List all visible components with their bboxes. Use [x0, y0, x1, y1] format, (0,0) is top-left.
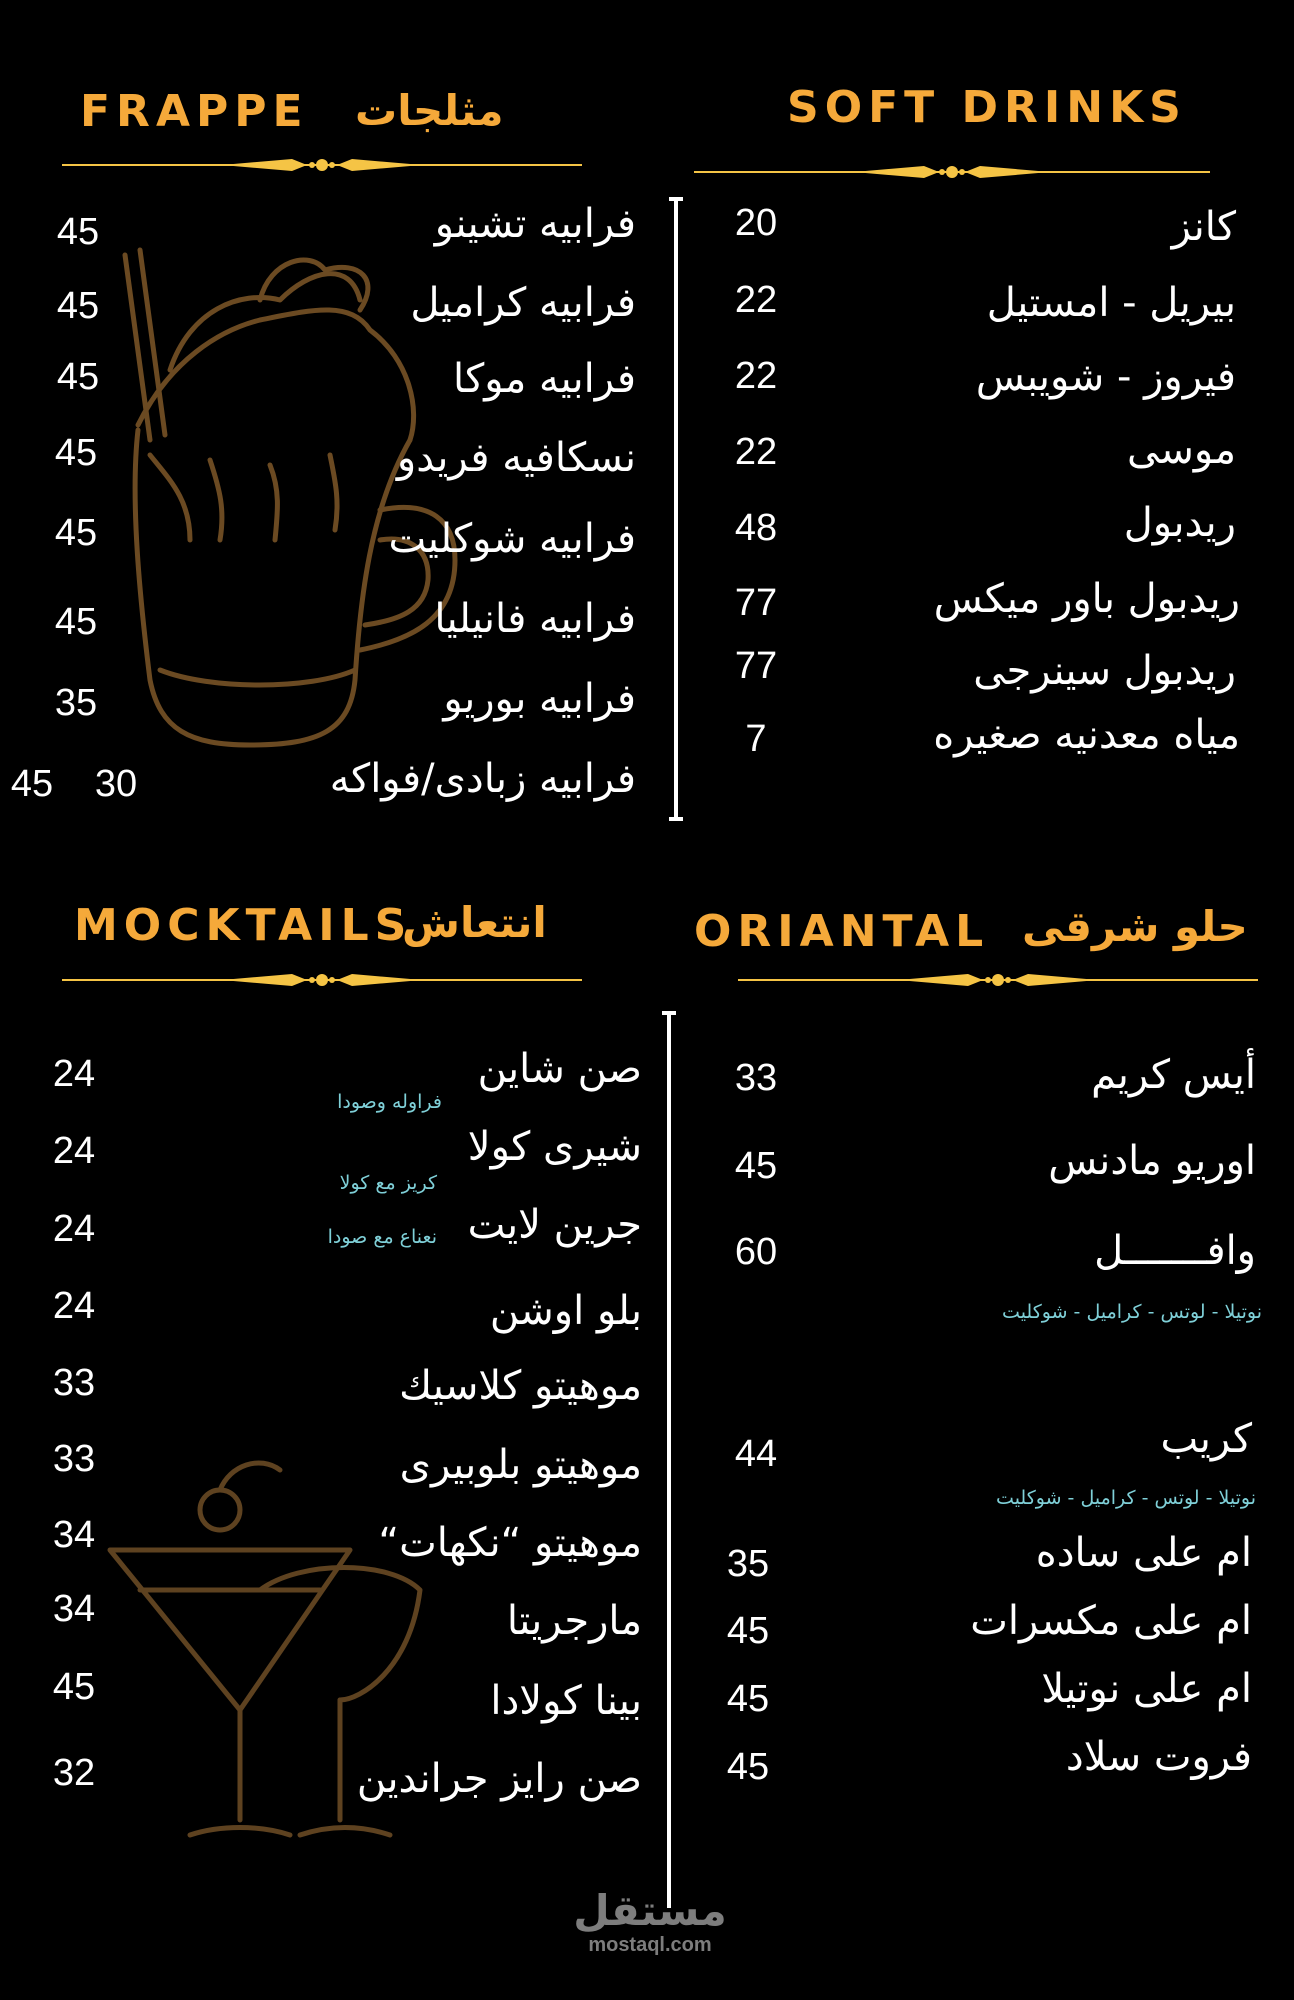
mocktail-item-name: موهيتو كلاسيك: [399, 1363, 642, 1409]
oriental-item-price: 45: [726, 1746, 770, 1788]
frappe-item-name: نسكافيه فريدو: [396, 435, 636, 481]
mocktail-item-price: 24: [52, 1130, 96, 1172]
frappe-item-price: 45: [54, 601, 98, 643]
mocktail-item-price: 32: [52, 1752, 96, 1794]
oriental-title-ar: حلو شرقى: [1022, 902, 1248, 951]
oriental-item-price: 44: [734, 1433, 778, 1475]
frappe-item-name: فرابيه شوكليت: [388, 516, 636, 562]
frappe-item-name: فرابيه تشينو: [434, 201, 636, 247]
soft-drink-item-name: بيريل - امستيل: [986, 280, 1236, 326]
soft-drink-item-price: 48: [734, 507, 778, 549]
mocktail-item-name: مارجريتا: [506, 1598, 642, 1644]
mocktail-item-name: جرين لايت: [467, 1202, 642, 1248]
mocktails-divider-ornament: [62, 968, 582, 992]
soft-drink-item-name: ريدبول: [1123, 500, 1236, 546]
frappe-item-price-large: 45: [10, 763, 54, 805]
soft-drink-item-name: فيروز - شويبس: [975, 354, 1236, 400]
oriental-item-name: كريب: [1160, 1416, 1252, 1462]
oriental-item-price: 33: [734, 1057, 778, 1099]
mocktails-title-ar: انتعاش: [402, 898, 547, 947]
oriental-item-name: ام على مكسرات: [970, 1598, 1252, 1644]
mocktail-item-name: موهيتو “نكهات“: [378, 1520, 642, 1566]
mocktail-item-description: نعناع مع صودا: [327, 1226, 437, 1248]
frappe-divider-ornament: [62, 153, 582, 177]
soft-drinks-title: SOFT DRINKS: [787, 82, 1187, 133]
soft-drink-item-name: مياه معدنيه صغيره: [933, 712, 1240, 758]
frappe-item-price: 45: [56, 211, 100, 253]
oriental-item-price: 45: [726, 1610, 770, 1652]
mocktail-item-price: 33: [52, 1362, 96, 1404]
oriental-item-price: 60: [734, 1231, 778, 1273]
oriental-item-description: نوتيلا - لوتس - كراميل - شوكليت: [996, 1487, 1256, 1509]
soft-drink-item-price: 77: [734, 582, 778, 624]
oriental-item-price: 35: [726, 1543, 770, 1585]
oriental-item-name: فروت سلاد: [1065, 1734, 1252, 1780]
frappe-item-name: فرابيه كراميل: [410, 280, 636, 326]
frappe-item-price: 45: [54, 512, 98, 554]
soft-drink-item-price: 22: [734, 431, 778, 473]
oriental-item-name: اوريو مادنس: [1048, 1138, 1256, 1184]
oriental-item-name: أيس كريم: [1091, 1052, 1256, 1098]
mocktail-item-name: شيرى كولا: [467, 1124, 642, 1170]
oriental-item-description: نوتيلا - لوتس - كراميل - شوكليت: [1002, 1301, 1262, 1323]
soft-drink-item-price: 77: [734, 645, 778, 687]
mocktail-item-description: كريز مع كولا: [339, 1172, 437, 1194]
frappe-item-price: 35: [54, 682, 98, 724]
mocktails-title-en: MOCKTAILS: [74, 900, 413, 951]
mocktail-item-description: فراوله وصودا: [337, 1091, 442, 1113]
mocktail-item-price: 24: [52, 1208, 96, 1250]
mocktail-item-name: صن رايز جراندين: [356, 1756, 642, 1802]
soft-drink-item-price: 7: [745, 718, 767, 760]
mocktail-item-price: 34: [52, 1588, 96, 1630]
oriental-item-name: ام على نوتيلا: [1041, 1666, 1252, 1712]
mostaql-logo: مستقل: [573, 1886, 727, 1935]
mocktail-item-name: بلو اوشن: [489, 1288, 642, 1334]
soft-drink-item-price: 22: [734, 279, 778, 321]
frappe-item-price: 45: [54, 432, 98, 474]
soft-drink-item-price: 20: [734, 202, 778, 244]
frappe-item-name: فرابيه فانيليا: [434, 596, 636, 642]
oriental-item-price: 45: [726, 1678, 770, 1720]
vertical-divider: [660, 1010, 678, 1910]
mocktail-item-name: موهيتو بلوبيرى: [399, 1442, 642, 1488]
oriental-item-name: وافـــــــل: [1094, 1228, 1256, 1274]
frappe-item-price: 45: [56, 285, 100, 327]
mocktail-item-price: 45: [52, 1666, 96, 1708]
oriental-title-en: ORIANTAL: [694, 906, 990, 957]
soft-drink-item-name: ريدبول باور ميكس: [933, 576, 1240, 622]
soft-drink-item-name: موسى: [1127, 427, 1236, 473]
oriental-item-price: 45: [734, 1145, 778, 1187]
vertical-divider: [667, 196, 685, 822]
mocktail-item-name: صن شاين: [477, 1046, 642, 1092]
mostaql-watermark: [560, 1888, 740, 1957]
frappe-item-price: 30: [94, 763, 138, 805]
mocktail-item-price: 24: [52, 1285, 96, 1327]
frappe-item-name: فرابيه موكا: [453, 356, 636, 402]
frappe-item-name: فرابيه بوريو: [443, 676, 636, 722]
frappe-title-ar: مثلجات: [355, 86, 504, 135]
soft-drink-item-name: ريدبول سينرجى: [973, 648, 1236, 694]
oriental-item-name: ام على ساده: [1035, 1530, 1252, 1576]
frappe-item-price: 45: [56, 356, 100, 398]
mocktail-item-price: 24: [52, 1053, 96, 1095]
mostaql-url: mostaql.com: [588, 1934, 712, 1956]
oriental-divider-ornament: [738, 968, 1258, 992]
soft-drink-item-name: كانز: [1171, 204, 1236, 250]
mocktail-item-price: 34: [52, 1514, 96, 1556]
soft-drink-item-price: 22: [734, 355, 778, 397]
mocktail-item-price: 33: [52, 1438, 96, 1480]
frappe-item-name: فرابيه زبادى/فواكه: [329, 756, 636, 802]
soft-drinks-divider-ornament: [694, 160, 1210, 184]
mocktail-item-name: بينا كولادا: [490, 1678, 642, 1724]
frappe-title-en: FRAPPE: [80, 86, 309, 137]
